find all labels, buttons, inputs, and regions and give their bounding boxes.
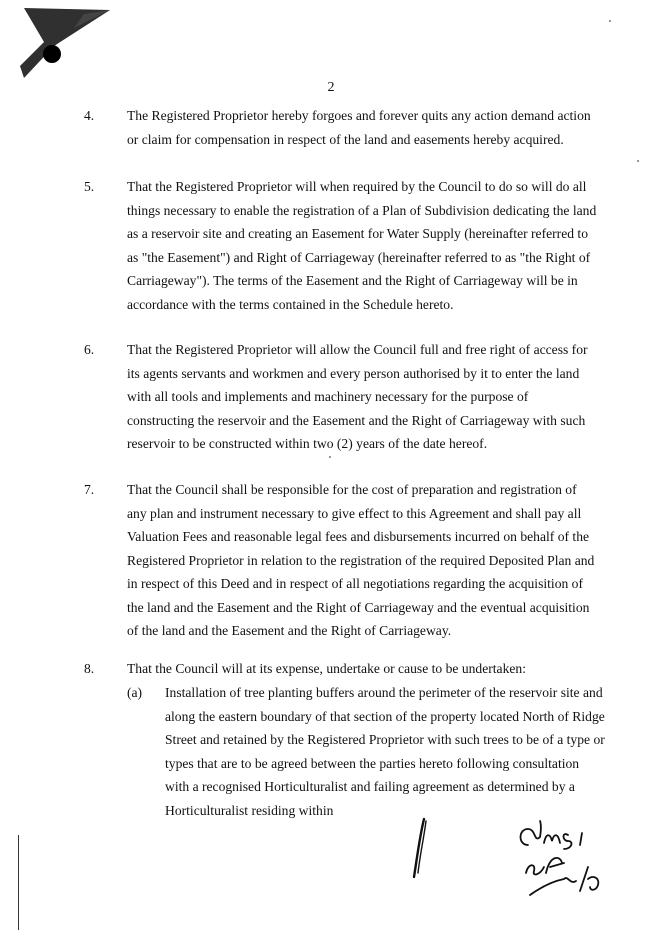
clause-text: That the Registered Proprietor will when required by the Council to do so will do all things necessary to enable the registration of a Plan of Subdivision dedicating the land as a reservoir site and creating an Easement for Water Supply (hereinafter referred to as "the Easement") and Right of Carriageway (hereinafter referred to as "the Right of Carriageway"). The terms of the Easement and the Right of Carriageway will be in accordance with the terms contained in the Schedule hereto. <box>127 179 597 312</box>
punch-hole-mark <box>14 6 114 86</box>
clause-number: 5. <box>84 179 95 194</box>
clause-text: That the Council will at its expense, undertake or cause to be undertaken: <box>127 661 526 676</box>
page-number: 2 <box>327 80 335 95</box>
clause-number: 7. <box>84 482 95 497</box>
scan-speck <box>637 160 639 162</box>
clause-number: 4. <box>84 108 95 123</box>
scan-speck <box>609 20 611 22</box>
subclause-text: Installation of tree planting buffers around the perimeter of the reservoir site and along the eastern boundary of that section of the property located North of Ridge Street and retained by the Registered Proprietor with such trees to be of a type or types that are to be agreed between the parties hereto following consultation with a recognised Horticulturalist and failing agreement as determined by a Horticulturalist residing within <box>165 685 605 818</box>
scan-speck <box>329 456 331 458</box>
scan-edge-line <box>18 835 19 930</box>
handwritten-initials <box>510 815 630 900</box>
clause-text: That the Registered Proprietor will allow the Council full and free right of access for its agents servants and workmen and every person authorised by it to enter the land with all tools and implements and machinery necessary for the purpose of constructing the reservoir and the Easement and the Right of Carriageway with such reservoir to be constructed within two (2) years of the date hereof. <box>127 342 588 451</box>
clause-text: That the Council shall be responsible for the cost of preparation and registration of any plan and instrument necessary to give effect to this Agreement and shall pay all Valuation Fees and reasonable legal fees and disbursements incurred on behalf of the Registered Proprietor in relation to the registration of the required Deposited Plan and in respect of this Deed and in respect of all negotiations regarding the acquisition of the land and the Easement and the Right of Carriageway and the eventual acquisition of the land and the Easement and the Right of Carriageway. <box>127 482 595 638</box>
subclause-number: (a) <box>127 685 143 700</box>
clause-number: 6. <box>84 342 95 357</box>
handwritten-signature-mark <box>400 815 440 885</box>
clause-number: 8. <box>84 661 95 676</box>
clause-text: The Registered Proprietor hereby forgoes and forever quits any action demand action or claim for compensation in respect of the land and easements hereby acquired. <box>127 108 591 147</box>
